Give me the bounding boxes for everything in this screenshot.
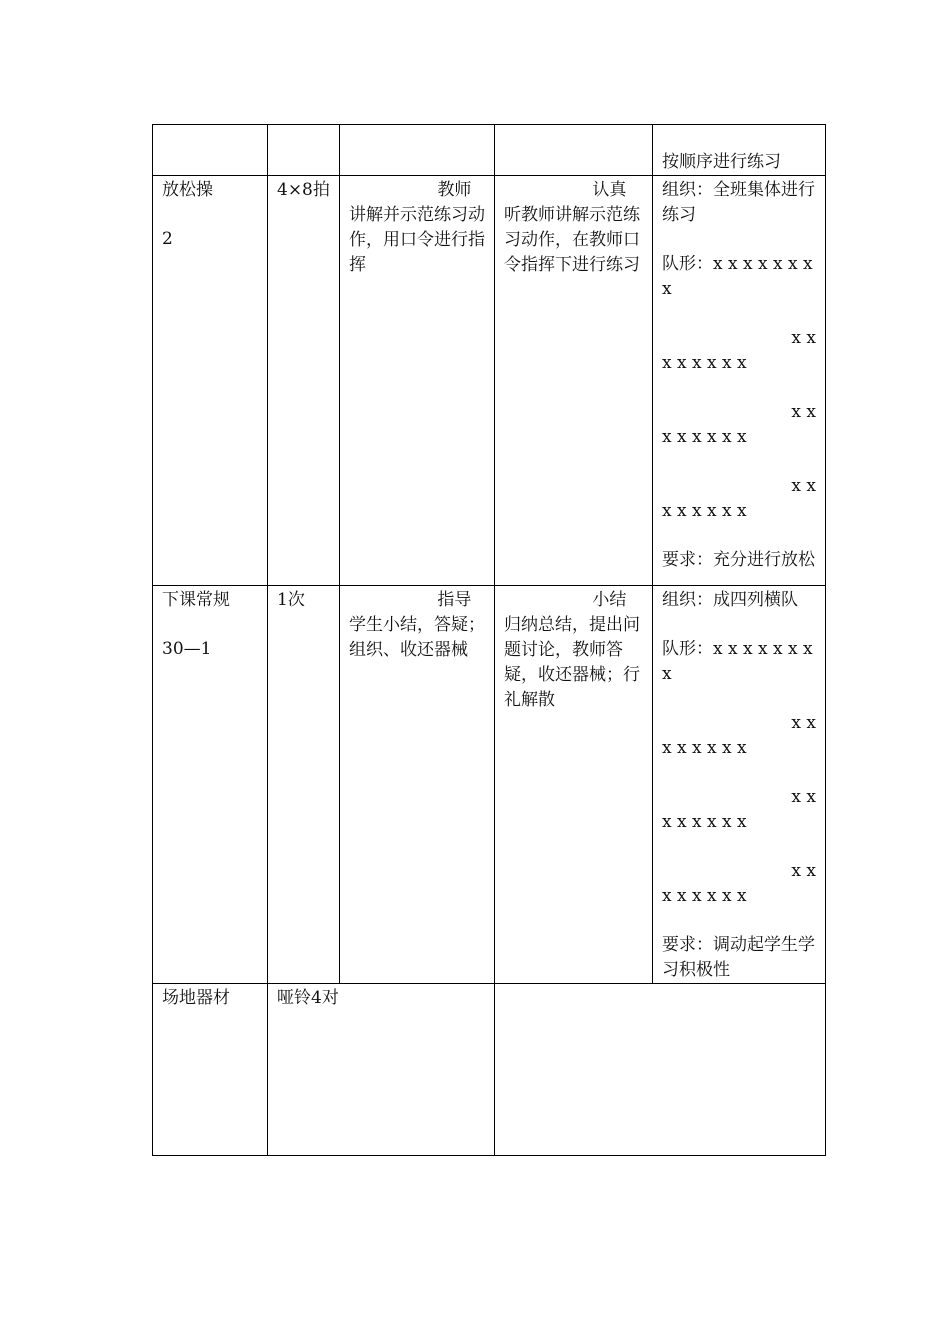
teacher-activity-cell [340, 176, 495, 586]
item-name: 下课常规 [162, 590, 230, 610]
equipment-label-cell [153, 984, 268, 1156]
equipment-value: 哑铃4对 [277, 988, 339, 1008]
equipment-note-cell [495, 984, 826, 1156]
formation-row-tail: x x x x x x [662, 812, 747, 832]
requirement-text: 要求：充分进行放松 [662, 550, 815, 570]
organization-cell [653, 176, 826, 586]
formation-row-head: x x [791, 476, 816, 496]
table-row [153, 176, 826, 586]
formation-row-tail: x x x x x x [662, 886, 747, 906]
formation-row-tail: x x x x x x [662, 738, 747, 758]
lesson-plan-table [152, 124, 826, 1156]
item-name-cell [153, 176, 268, 586]
table-row [153, 586, 826, 984]
student-activity-cell [495, 586, 653, 984]
dose-cell [268, 125, 340, 176]
student-activity-text: 认真听教师讲解示范练习动作，在教师口令指挥下进行练习 [504, 180, 640, 275]
student-activity-cell [495, 176, 653, 586]
formation-row-tail: x x x x x x [662, 501, 747, 521]
dose-text: 1次 [277, 590, 305, 610]
item-name-cell [153, 586, 268, 984]
equipment-value-cell [268, 984, 495, 1156]
formation-row-head: x x [791, 328, 816, 348]
item-time: 30—1 [162, 639, 212, 659]
teacher-activity-cell [340, 586, 495, 984]
dose-text: 4×8拍 [277, 180, 330, 200]
organization-text: 组织：成四列横队 [662, 590, 798, 610]
organization-cell [653, 586, 826, 984]
organization-cell [653, 125, 826, 176]
table-row [153, 125, 826, 176]
student-activity-text: 小结归纳总结，提出问题讨论，教师答疑，收还器械；行礼解散 [504, 590, 640, 710]
teacher-activity-text: 教师讲解并示范练习动作，用口令进行指挥 [349, 180, 485, 275]
organization-text: 按顺序进行练习 [662, 152, 781, 172]
formation-row-head: x x [791, 713, 816, 733]
formation-row-tail: x x x x x x [662, 353, 747, 373]
dose-cell [268, 586, 340, 984]
table-row [153, 984, 826, 1156]
organization-text: 组织：全班集体进行练习 [662, 180, 815, 225]
equipment-label: 场地器材 [162, 988, 230, 1008]
formation-row-head: x x [791, 787, 816, 807]
formation-row-head: x x [791, 861, 816, 881]
requirement-text: 要求：调动起学生学习积极性 [662, 935, 815, 980]
teacher-activity-cell [340, 125, 495, 176]
formation-text: 队形：x x x x x x x x [662, 254, 813, 299]
dose-cell [268, 176, 340, 586]
formation-text: 队形：x x x x x x x x [662, 639, 813, 684]
teacher-activity-text: 指导学生小结，答疑；组织、收还器械 [349, 590, 485, 660]
item-time: 2 [162, 229, 173, 249]
item-name: 放松操 [162, 180, 213, 200]
item-name-cell [153, 125, 268, 176]
formation-row-tail: x x x x x x [662, 427, 747, 447]
student-activity-cell [495, 125, 653, 176]
formation-row-head: x x [791, 402, 816, 422]
